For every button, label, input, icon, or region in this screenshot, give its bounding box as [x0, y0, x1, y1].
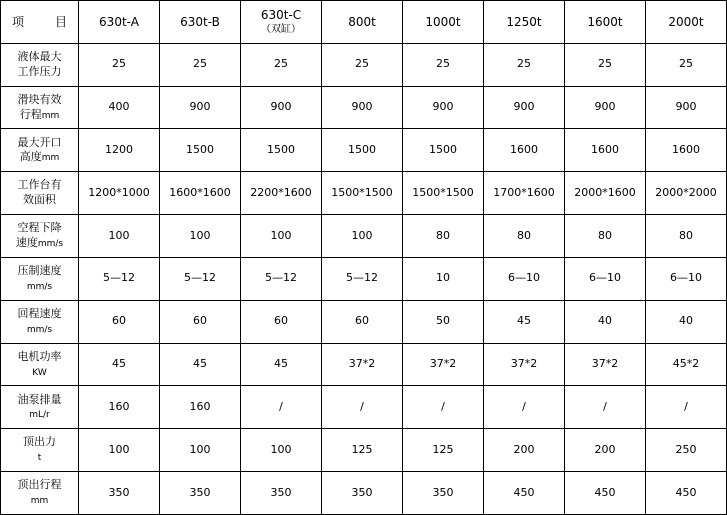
- table-cell-r9-c8: /: [646, 386, 727, 429]
- table-cell-r6-c4: 5—12: [322, 257, 403, 300]
- row-label-2: [1, 86, 79, 129]
- table-row: [1, 86, 727, 129]
- row-label-5: [1, 215, 79, 258]
- table-cell-r10-c6: 200: [484, 429, 565, 472]
- table-cell-r7-c7: 40: [565, 300, 646, 343]
- table-row: [1, 300, 727, 343]
- column-header-6: [484, 1, 565, 44]
- table-cell-r7-c2: 60: [160, 300, 241, 343]
- table-cell-r3-c5: 1500: [403, 129, 484, 172]
- table-cell-r7-c1: 60: [79, 300, 160, 343]
- table-cell-r9-c5: /: [403, 386, 484, 429]
- column-header-4: [322, 1, 403, 44]
- table-cell-r11-c7: 450: [565, 472, 646, 515]
- table-cell-r10-c5: 125: [403, 429, 484, 472]
- table-cell-r10-c1: 100: [79, 429, 160, 472]
- table-cell-r2-c1: 400: [79, 86, 160, 129]
- table-cell-r4-c5: 1500*1500: [403, 172, 484, 215]
- row-label-1: [1, 43, 79, 86]
- table-cell-r1-c6: 25: [484, 43, 565, 86]
- row-unit: t: [37, 453, 42, 464]
- table-cell-r6-c3: 5—12: [241, 257, 322, 300]
- row-label-6: [1, 257, 79, 300]
- table-cell-r2-c2: 900: [160, 86, 241, 129]
- table-cell-r3-c4: 1500: [322, 129, 403, 172]
- table-cell-r5-c4: 100: [322, 215, 403, 258]
- row-label-line: 油泵排量: [17, 392, 62, 406]
- table-cell-r6-c5: 10: [403, 257, 484, 300]
- row-unit: mm: [30, 496, 49, 507]
- table-cell-r1-c3: 25: [241, 43, 322, 86]
- column-header-2: [160, 1, 241, 44]
- table-row: [1, 343, 727, 386]
- table-body: [1, 1, 727, 515]
- table-cell-r9-c6: /: [484, 386, 565, 429]
- table-cell-r4-c8: 2000*2000: [646, 172, 727, 215]
- column-header-main: 1250t: [506, 14, 542, 29]
- table-cell-r2-c7: 900: [565, 86, 646, 129]
- column-header-8: [646, 1, 727, 44]
- table-cell-r8-c6: 37*2: [484, 343, 565, 386]
- row-label-8: [1, 343, 79, 386]
- table-cell-r5-c2: 100: [160, 215, 241, 258]
- table-cell-r10-c2: 100: [160, 429, 241, 472]
- table-cell-r3-c1: 1200: [79, 129, 160, 172]
- row-label-9: [1, 386, 79, 429]
- table-cell-r2-c6: 900: [484, 86, 565, 129]
- row-unit: KW: [32, 367, 47, 378]
- row-unit: mm/s: [26, 324, 53, 335]
- table-cell-r4-c1: 1200*1000: [79, 172, 160, 215]
- row-label-line: 效面积: [23, 193, 56, 207]
- row-label-3: [1, 129, 79, 172]
- table-cell-r5-c1: 100: [79, 215, 160, 258]
- table-cell-r6-c6: 6—10: [484, 257, 565, 300]
- table-cell-r4-c4: 1500*1500: [322, 172, 403, 215]
- column-header-7: [565, 1, 646, 44]
- row-label-7: [1, 300, 79, 343]
- table-header-row: [1, 1, 727, 44]
- column-header-main: 1000t: [425, 14, 461, 29]
- table-cell-r4-c2: 1600*1600: [160, 172, 241, 215]
- row-label-line: [2, 365, 77, 380]
- table-cell-r11-c4: 350: [322, 472, 403, 515]
- table-cell-r8-c8: 45*2: [646, 343, 727, 386]
- table-cell-r9-c2: 160: [160, 386, 241, 429]
- table-row: [1, 429, 727, 472]
- row-label-line: [2, 279, 77, 294]
- table-cell-r9-c4: /: [322, 386, 403, 429]
- column-header-main: 2000t: [668, 14, 704, 29]
- column-header-3: [241, 1, 322, 44]
- row-label-line: 顶出行程: [17, 478, 62, 492]
- row-label-line: 顶出力: [23, 435, 56, 449]
- table-cell-r8-c5: 37*2: [403, 343, 484, 386]
- table-cell-r8-c1: 45: [79, 343, 160, 386]
- table-cell-r4-c7: 2000*1600: [565, 172, 646, 215]
- table-cell-r6-c8: 6—10: [646, 257, 727, 300]
- table-cell-r5-c6: 80: [484, 215, 565, 258]
- row-label-line: 液体最大: [17, 49, 62, 63]
- column-header-5: [403, 1, 484, 44]
- row-label-line: 电机功率: [17, 349, 62, 363]
- table-row: [1, 386, 727, 429]
- table-cell-r6-c2: 5—12: [160, 257, 241, 300]
- row-unit: mm: [41, 153, 60, 164]
- row-label-line: 空程下降: [17, 221, 62, 235]
- row-unit: mm/s: [37, 239, 64, 250]
- table-cell-r2-c4: 900: [322, 86, 403, 129]
- row-label-line: 压制速度: [17, 264, 62, 278]
- row-label-line: 高度mm: [19, 150, 60, 164]
- row-label-line: [2, 450, 77, 465]
- table-cell-r11-c3: 350: [241, 472, 322, 515]
- row-unit: mL/r: [29, 410, 50, 421]
- row-label-11: [1, 472, 79, 515]
- table-cell-r7-c8: 40: [646, 300, 727, 343]
- table-cell-r1-c4: 25: [322, 43, 403, 86]
- table-cell-r5-c5: 80: [403, 215, 484, 258]
- table-cell-r3-c2: 1500: [160, 129, 241, 172]
- row-label-10: [1, 429, 79, 472]
- column-header-main: 800t: [348, 14, 376, 29]
- table-cell-r5-c7: 80: [565, 215, 646, 258]
- table-cell-r5-c8: 80: [646, 215, 727, 258]
- table-cell-r11-c1: 350: [79, 472, 160, 515]
- row-label-line: 行程mm: [19, 107, 60, 121]
- row-label-line: 最大开口: [17, 135, 62, 149]
- row-label-line: 工作压力: [17, 64, 62, 78]
- row-unit: mm/s: [26, 281, 53, 292]
- row-label-line: [2, 322, 77, 337]
- table-cell-r2-c3: 900: [241, 86, 322, 129]
- row-label-line: 速度mm/s: [15, 236, 64, 250]
- table-cell-r2-c8: 900: [646, 86, 727, 129]
- table-cell-r3-c6: 1600: [484, 129, 565, 172]
- row-label-line: [2, 493, 77, 508]
- table-cell-r6-c7: 6—10: [565, 257, 646, 300]
- corner-label-left: 项: [12, 14, 25, 29]
- table-cell-r1-c7: 25: [565, 43, 646, 86]
- table-cell-r10-c7: 200: [565, 429, 646, 472]
- table-row: [1, 472, 727, 515]
- table-cell-r11-c6: 450: [484, 472, 565, 515]
- table-cell-r10-c3: 100: [241, 429, 322, 472]
- table-cell-r3-c3: 1500: [241, 129, 322, 172]
- table-cell-r11-c2: 350: [160, 472, 241, 515]
- row-label-line: [2, 407, 77, 422]
- table-cell-r7-c5: 50: [403, 300, 484, 343]
- table-cell-r2-c5: 900: [403, 86, 484, 129]
- table-row: [1, 43, 727, 86]
- table-cell-r8-c3: 45: [241, 343, 322, 386]
- table-row: [1, 172, 727, 215]
- row-label-line: 滑块有效: [17, 92, 62, 106]
- table-cell-r1-c5: 25: [403, 43, 484, 86]
- table-cell-r10-c8: 250: [646, 429, 727, 472]
- table-cell-r8-c7: 37*2: [565, 343, 646, 386]
- table-row: [1, 257, 727, 300]
- table-cell-r1-c8: 25: [646, 43, 727, 86]
- table-cell-r11-c5: 350: [403, 472, 484, 515]
- column-header-1: [79, 1, 160, 44]
- row-label-4: [1, 172, 79, 215]
- row-label-line: 工作台有: [17, 178, 62, 192]
- corner-label-right: 目: [54, 14, 67, 29]
- table-cell-r3-c8: 1600: [646, 129, 727, 172]
- table-cell-r5-c3: 100: [241, 215, 322, 258]
- table-cell-r9-c1: 160: [79, 386, 160, 429]
- row-unit: mm: [41, 110, 60, 121]
- table-cell-r9-c7: /: [565, 386, 646, 429]
- column-header-main: 630t-A: [99, 14, 139, 29]
- table-cell-r8-c4: 37*2: [322, 343, 403, 386]
- table-cell-r7-c3: 60: [241, 300, 322, 343]
- table-cell-r1-c2: 25: [160, 43, 241, 86]
- table-cell-r8-c2: 45: [160, 343, 241, 386]
- table-cell-r9-c3: /: [241, 386, 322, 429]
- table-row: [1, 215, 727, 258]
- table-cell-r4-c3: 2200*1600: [241, 172, 322, 215]
- table-cell-r1-c1: 25: [79, 43, 160, 86]
- column-header-main: 630t-B: [180, 14, 220, 29]
- table-cell-r11-c8: 450: [646, 472, 727, 515]
- table-cell-r10-c4: 125: [322, 429, 403, 472]
- column-header-sub: （双缸）: [261, 24, 301, 36]
- table-cell-r7-c6: 45: [484, 300, 565, 343]
- table-cell-r6-c1: 5—12: [79, 257, 160, 300]
- row-label-line: 回程速度: [17, 306, 62, 320]
- column-header-main: 1600t: [587, 14, 623, 29]
- corner-header-cell: [1, 1, 79, 44]
- table-cell-r4-c6: 1700*1600: [484, 172, 565, 215]
- table-cell-r7-c4: 60: [322, 300, 403, 343]
- column-header-main: 630t-C: [260, 8, 302, 23]
- table-cell-r3-c7: 1600: [565, 129, 646, 172]
- table-row: [1, 129, 727, 172]
